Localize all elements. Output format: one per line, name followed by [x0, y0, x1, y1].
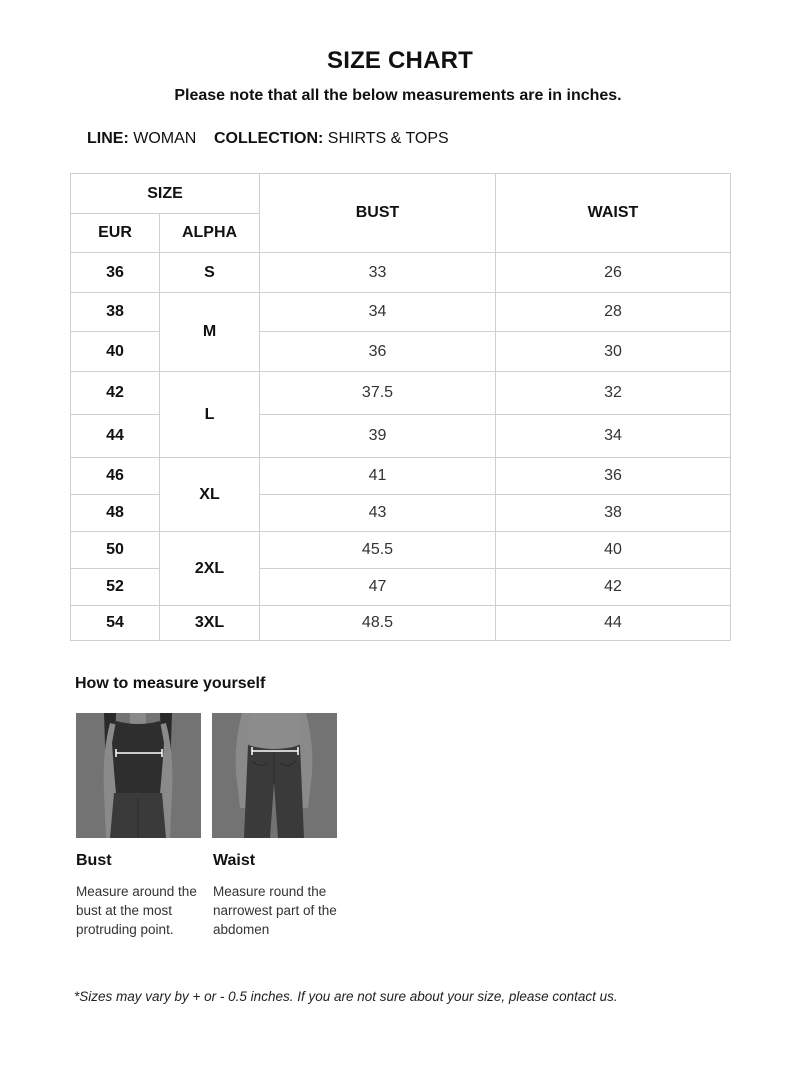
- waist-cell: 32: [496, 372, 731, 415]
- alpha-cell: M: [160, 293, 260, 372]
- page-title: SIZE CHART: [327, 47, 473, 74]
- collection-info: [214, 130, 449, 148]
- bust-cell: 34: [260, 293, 496, 332]
- bust-cell: 45.5: [260, 532, 496, 569]
- eur-cell: 48: [71, 495, 160, 532]
- alpha-cell: XL: [160, 458, 260, 532]
- eur-cell: 38: [71, 293, 160, 332]
- eur-cell: 40: [71, 332, 160, 372]
- alpha-cell: L: [160, 372, 260, 458]
- waist-cell: 36: [496, 458, 731, 495]
- bust-cell: 47: [260, 569, 496, 606]
- how-to-measure-heading: How to measure yourself: [75, 675, 266, 692]
- alpha-cell: S: [160, 253, 260, 293]
- eur-cell: 46: [71, 458, 160, 495]
- line-label: LINE:: [87, 130, 129, 147]
- table-row: [71, 372, 731, 415]
- size-table: [70, 173, 731, 641]
- alpha-cell: 2XL: [160, 532, 260, 606]
- eur-cell: 54: [71, 606, 160, 641]
- eur-header: EUR: [71, 214, 160, 253]
- line-value: WOMAN: [133, 130, 197, 147]
- waist-measure-image: [212, 713, 337, 838]
- bust-description: Measure around the bust at the most protruding point.: [76, 884, 197, 937]
- bust-cell: 39: [260, 415, 496, 458]
- eur-cell: 36: [71, 253, 160, 293]
- eur-cell: 52: [71, 569, 160, 606]
- waist-title: Waist: [213, 852, 256, 869]
- eur-cell: 42: [71, 372, 160, 415]
- table-row: [71, 253, 731, 293]
- eur-cell: 44: [71, 415, 160, 458]
- waist-cell: 38: [496, 495, 731, 532]
- waist-cell: 34: [496, 415, 731, 458]
- bust-cell: 36: [260, 332, 496, 372]
- bust-cell: 43: [260, 495, 496, 532]
- bust-cell: 33: [260, 253, 496, 293]
- size-group-header: SIZE: [71, 174, 260, 214]
- alpha-cell: 3XL: [160, 606, 260, 641]
- waist-cell: 30: [496, 332, 731, 372]
- bust-cell: 37.5: [260, 372, 496, 415]
- table-row: [71, 532, 731, 569]
- collection-value: SHIRTS & TOPS: [327, 130, 449, 147]
- table-row: [71, 606, 731, 641]
- bust-measure-image: [76, 713, 201, 838]
- waist-cell: 40: [496, 532, 731, 569]
- waist-header: WAIST: [496, 174, 731, 253]
- table-row: [71, 458, 731, 495]
- waist-cell: 44: [496, 606, 731, 641]
- eur-cell: 50: [71, 532, 160, 569]
- bust-cell: 48.5: [260, 606, 496, 641]
- line-info: [87, 130, 196, 148]
- collection-label: COLLECTION:: [214, 130, 324, 147]
- footnote: *Sizes may vary by + or - 0.5 inches. If you are not sure about your size, please contact us.: [74, 989, 618, 1004]
- waist-cell: 28: [496, 293, 731, 332]
- bust-title: Bust: [76, 852, 112, 869]
- alpha-header: ALPHA: [160, 214, 260, 253]
- bust-header: BUST: [260, 174, 496, 253]
- bust-cell: 41: [260, 458, 496, 495]
- table-row: [71, 293, 731, 332]
- page-subtitle: Please note that all the below measurements are in inches.: [174, 87, 622, 104]
- waist-description: Measure round the narrowest part of the abdomen: [213, 884, 337, 937]
- waist-cell: 26: [496, 253, 731, 293]
- waist-cell: 42: [496, 569, 731, 606]
